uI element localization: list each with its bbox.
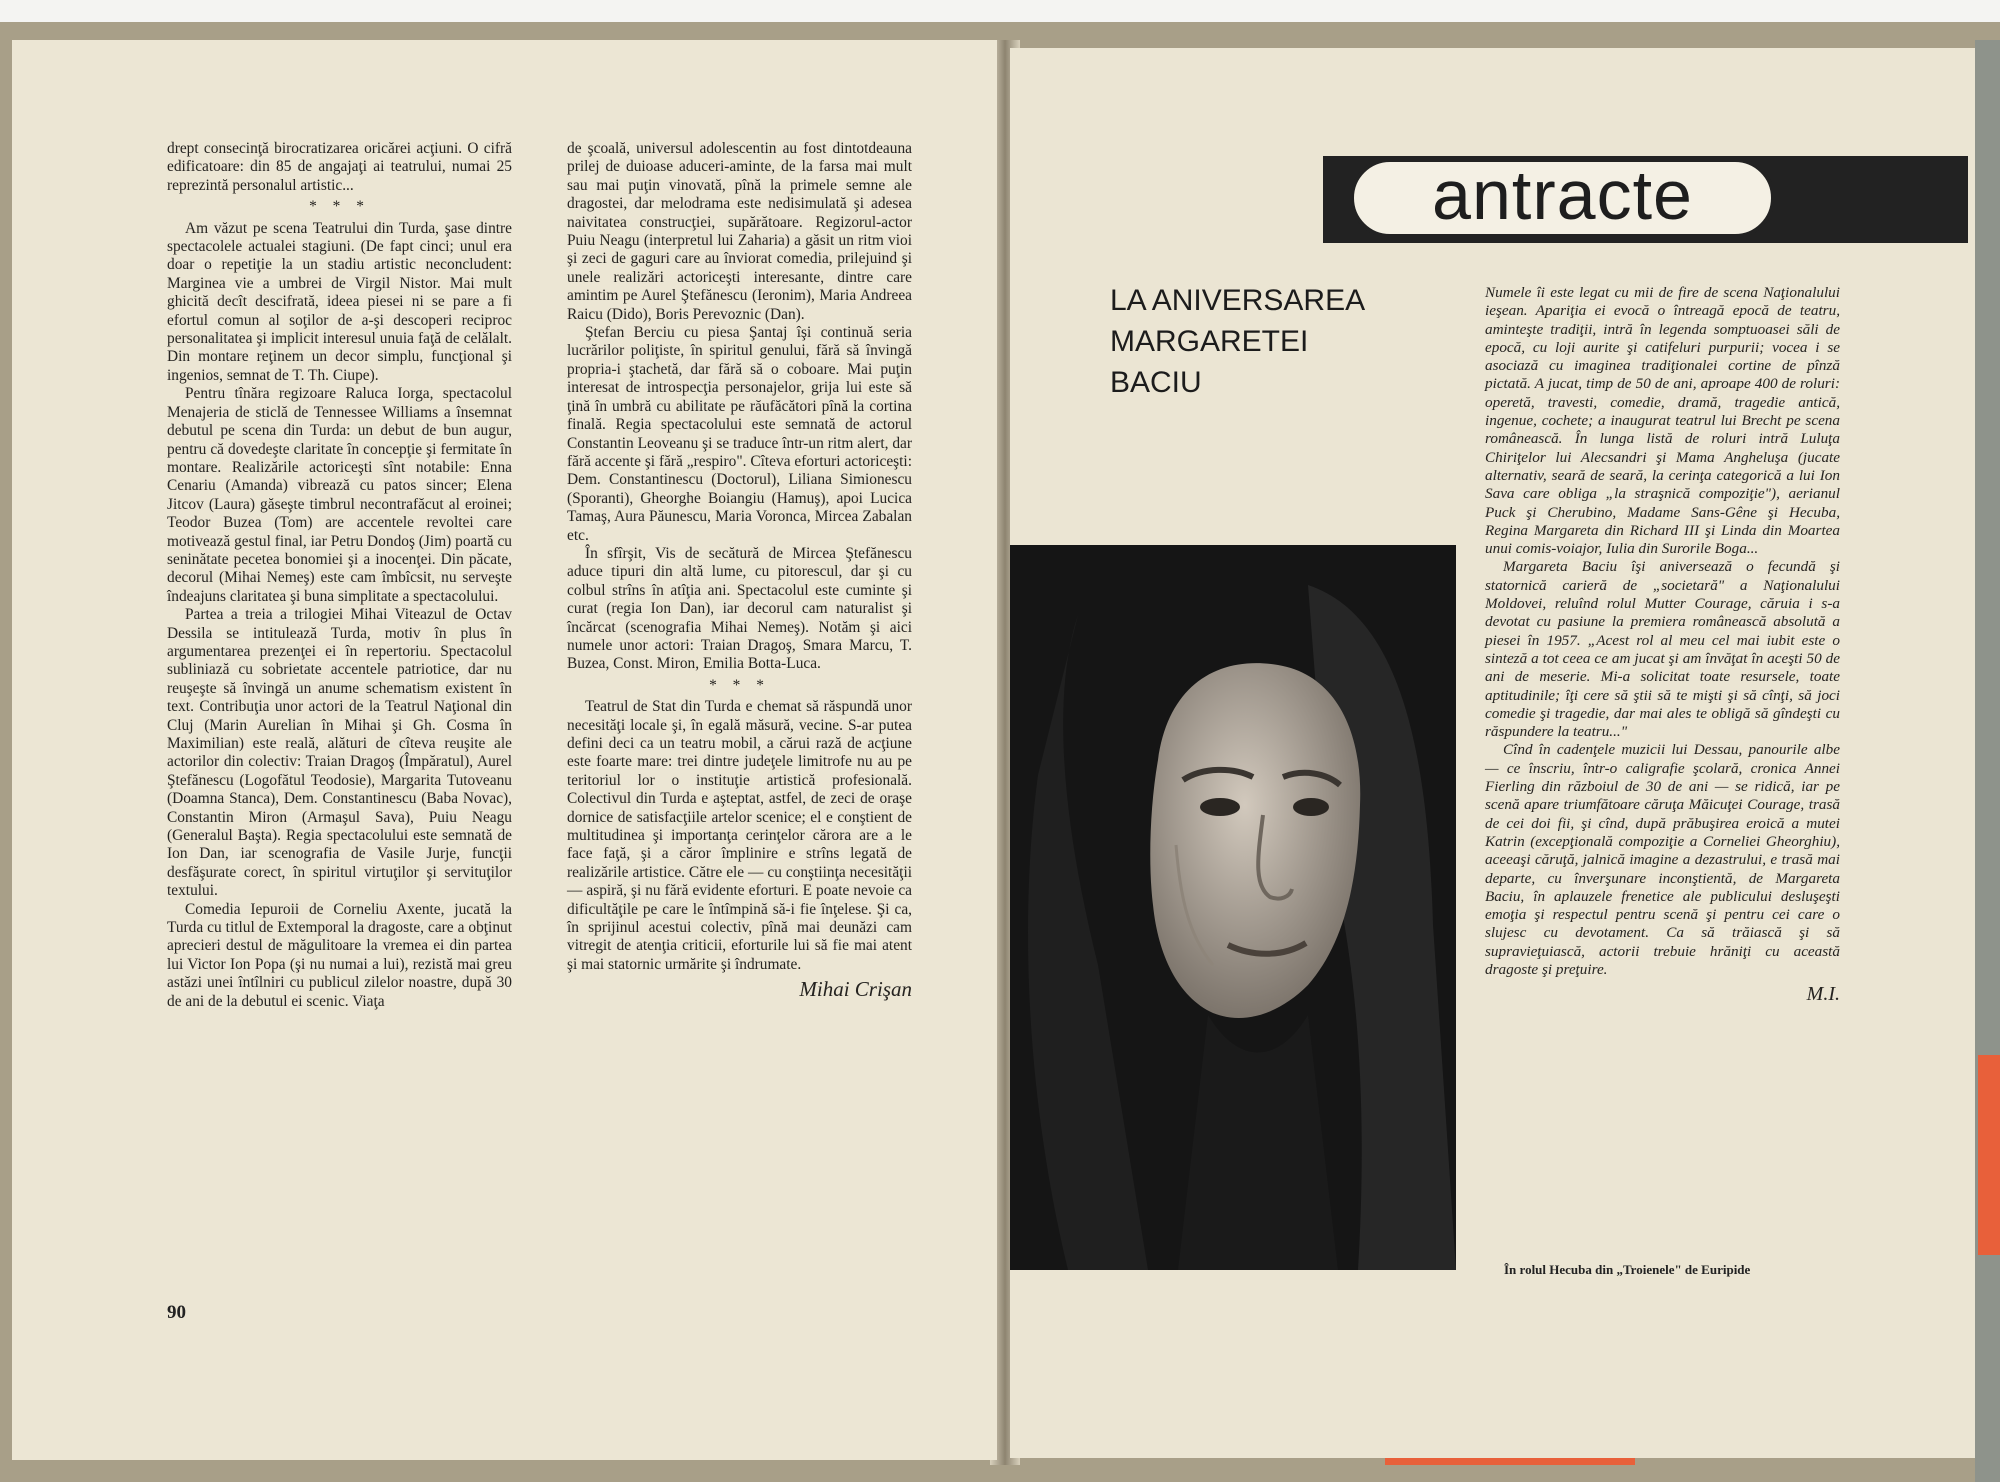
article-headline — [1110, 280, 1450, 403]
article-paragraph: Partea a treia a trilogiei Mihai Viteazul de Octav Dessila se intitulează Turda, motiv în plus în argumentarea prezenţei ei în repertoriu. Spectacolul subliniază cu sobrietate accentele patriotice, dar nu reuşeşte să învingă un anume schematism existent în text. Contribuţia unor actori de la Teatrul Naţional din Cluj (Marin Aurelian în Mihai şi Gh. Cosma în Maximilian) este reală, alături de cîteva reuşite ale actorilor din colectiv: Traian Dragoş (Împăratul), Aurel Ştefănescu (Logofătul Teodosie), Margarita Tutoveanu (Doamna Stanca), Dem. Constantinescu (Baba Novac), Constantin Miron (Armaşul Sava), Puiu Neagu (Generalul Başta). Regia spectacolului este semnată de Ion Dan, iar scenografia de Vasile Jurje, funcţii desfăşurate corect, în spiritul virtuţilor şi servituţilor textului. — [167, 606, 512, 900]
article-paragraph: Teatrul de Stat din Turda e chemat să răspundă unor necesităţi locale şi, în egală măsură, vecine. S-ar putea defini deci ca un teatru mobil, a cărui rază de acţiune este foarte mare: trei dintre judeţele limitrofe nu au pe teritoriul lor o instituţie artistică profesională. Colectivul din Turda e aşteptat, astfel, de zeci de oraşe dornice de satisfacţiile artelor scenice; el e conştient de multitudinea şi importanţa cerinţelor cărora are a le face faţă, şi a căror împlinire e strîns legată de realizările artistice. Către ele — cu conştiinţa necesităţii — aspiră, şi nu fără evidente eforturi. E poate nevoie ca dificultăţile pe care le întîmpină să-i fie înţelese. Şi ca, în sprijinul acestui colectiv, pînă mai deunăzi cam vitregit de atenţia criticii, eforturile lui să fie mai atent şi mai statornic urmărite şi îndrumate. — [567, 698, 912, 973]
headline-line-1: LA ANIVERSAREA — [1110, 284, 1366, 317]
book-binding-edge — [1975, 40, 2000, 1482]
article-paragraph: Pentru tînăra regizoare Raluca Iorga, spectacolul Menajeria de sticlă de Tennessee Williams a însemnat debutul pe scena din Turda: un debut de bun augur, pentru că dovedeşte claritate în concepţie şi fermitate în montare. Realizările actoriceşti sînt notabile: Enna Cenariu (Amanda) vibrează cu patos sincer; Elena Jitcov (Laura) găseşte timbrul necontrafăcut al eroinei; Teodor Buzea (Tom) are accentele revoltei care motivează gestul final, iar Petru Dondoş (Jim) poartă cu seninătate pecetea bonomiei şi a inocenţei. Din păcate, decorul (Mihai Nemeş) este cam îmbîcsit, nu serveşte îndeajuns claritatea şi buna simplitate a spectacolului. — [167, 385, 512, 605]
section-header-label — [1350, 158, 1775, 238]
left-page-column-2 — [567, 140, 912, 1002]
headline-line-2: MARGARETEI — [1110, 325, 1309, 358]
article-paragraph: Ştefan Berciu cu piesa Şantaj îşi continuă seria lucrărilor poliţiste, în spiritul genului, fără să învingă propria-i ştachetă, dar fără să o coboare. Mai puţin interesat de introspecţia personajelor, grija lui este să ţină în umbră cu abilitate pe răufăcători pînă la cortina finală. Regia spectacolului este semnată de actorul Constantin Leoveanu şi se traduce într-un ritm alert, dar fără accente şi fără „respiro". Cîteva eforturi actoriceşti: Dem. Constantinescu (Doctorul), Liliana Simionescu (Sporanti), Gheorghe Boiangiu (Hamuş), apoi Lucica Tamaş, Aura Păunescu, Maria Voronca, Mircea Zabalan etc. — [567, 324, 912, 544]
left-eye — [1200, 798, 1240, 816]
portrait-photo — [1010, 545, 1456, 1270]
portrait-illustration — [1010, 545, 1456, 1270]
photo-caption: În rolul Hecuba din „Troienele" de Euripide — [1504, 1262, 1751, 1277]
author-signature: Mihai Crişan — [799, 977, 912, 1002]
headline-line-3: BACIU — [1110, 366, 1202, 399]
section-separator: * * * — [709, 676, 770, 694]
left-page — [12, 40, 997, 1460]
article-paragraph: Comedia Iepuroii de Corneliu Axente, jucată la Turda cu titlul de Extemporal la dragoste, care a obţinut aprecieri destul de măgulitoare la vremea ei din partea lui Victor Ion Popa (şi nu numai a lui), rezistă mai greu astăzi unei întîlniri cu publicul zilelor noastre, după 30 de ani de la debutul ei scenic. Viaţa — [167, 900, 512, 1010]
right-eye — [1293, 798, 1329, 816]
article-paragraph: drept consecinţă birocratizarea oricărei acţiuni. O cifră edificatoare: din 85 de angajaţi ai teatrului, numai 25 reprezintă personalul artistic... — [167, 140, 512, 194]
section-title: antracte — [1432, 156, 1693, 234]
article-paragraph: Numele îi este legat cu mii de fire de scena Naţionalului ieşean. Apariţia ei evocă o întreagă epocă de teatru, aminteşte tradiţii, intră în legenda somptuoasei săli de epocă, cu loji aurite şi catifeluri purpurii; vocea i se asociază cu imaginea tradiţionalei cortine de pînză pictată. A jucat, timp de 50 de ani, aproape 400 de roluri: operetă, travesti, comedie, dramă, tragedie antică, ingenue, cochete; a inaugurat teatrul lui Brecht pe scena românească. În lunga listă de roluri intră Luluţa Chiriţelor lui Alecsandri şi Mama Angheluşa (jucate alternativ, seară de seară, la cerinţa categorică a lui Ion Sava care obliga „la straşnică compoziţie"), aerianul Puck şi Cherubino, Madame Sans-Gêne şi Hecuba, Regina Margareta din Richard III şi Linda din Moartea unui comis-voiajor, Iulia din Surorile Boga... — [1485, 284, 1840, 558]
article-body-column — [1485, 284, 1840, 1004]
article-paragraph: Am văzut pe scena Teatrului din Turda, şase dintre spectacolele actualei stagiuni. (De fapt cinci; unul era doar o repetiţie la un stadiu artistic neconcludent: Marginea vie a umbrei de Virgil Nistor. Mai mult ghicită decît descifrată, ideea piesei ni se pare a fi efortul comun al soţilor de a-şi descoperi reciproc personalitatea şi implicit interesul unuia faţă de celălalt. Din montare reţinem un decor simplu, funcţional şi ingenios, semnat de T. Th. Ciupe). — [167, 219, 512, 384]
article-paragraph: În sfîrşit, Vis de secătură de Mircea Ştefănescu aduce tipuri din altă lume, cu pitorescul, dar şi cu colbul strîns în atîţia ani. Spectacolul este cuminte şi curat (regia Ion Dan), iar decorul cam naturalist şi încărcat (scenografia Mihai Nemeş). Notăm şi aici numele unor actori: Traian Dragoş, Smara Marcu, T. Buzea, Const. Miron, Emilia Botta-Luca. — [567, 544, 912, 673]
article-paragraph: Cînd în cadenţele muzicii lui Dessau, panourile albe — ce înscriu, într-o caligrafie şcolară, cronica Annei Fierling din războiul de 30 de ani — se ridică, iar pe scenă apare triumfătoare căruţa Măicuţei Courage, trasă de cei doi fii, şi cînd, după prăbuşirea eroică a mutei Katrin (excepţională compoziţie a Corneliei Gheorghiu), aceeaşi căruţă, jalnică imagine a dezastrului, e trasă mai departe, cu înverşunare inconştientă, de Margareta Baciu, în aplauzele frenetice ale publicului desluşeşti emoţia şi respectul pentru scenă şi pentru cei care o slujesc cu devotament. Ca să trăiască şi să supravieţuiască, actorii trebuie hrăniţi cu această dragoste şi preţuire. — [1485, 741, 1840, 978]
author-signature: M.I. — [1806, 983, 1840, 1006]
left-page-column-1 — [167, 140, 512, 1011]
page-edge-colour-tab — [1978, 1055, 2000, 1255]
article-paragraph: de şcoală, universul adolescentin au fost dintotdeauna prilej de duioase aduceri-aminte, de la farsa mai mult sau mai puţin vinovată, pînă la primele semne ale dragostei, dar melodrama este nedisimulată şi adesea naivitatea construcţiei, supărătoare. Regizorul-actor Puiu Neagu (interpretul lui Zaharia) a găsit un ritm vioi şi zeci de gaguri care au înviorat comedia, prilejuind şi unele realizări actoriceşti interesante, dintre care amintim pe Aurel Ştefănescu (Ieronim), Maria Andreea Raicu (Dido), Boris Perevoznic (Dan). — [567, 140, 912, 323]
article-paragraph: Margareta Baciu îşi aniversează o fecundă şi statornică carieră de „societară" a Naţionalului Moldovei, reluînd rolul Mutter Courage, căruia i s-a devotat cu pasiune la premiera românească absolută a piesei în 1957. „Acest rol al meu cel mai iubit este o sinteză a tot ceea ce am jucat şi am învăţat în aceşti 50 de ani de meserie. Mi-a solicitat toate resursele, toate aptitudinile; îţi cere să ştii să te mişti şi să cînţi, să joci comedie şi tragedie, dar mai ales te obligă să gîndeşti cu răspundere la teatru..." — [1485, 558, 1840, 741]
right-page — [1010, 48, 1975, 1458]
page-number: 90 — [167, 1302, 186, 1323]
section-separator: * * * — [309, 198, 370, 216]
